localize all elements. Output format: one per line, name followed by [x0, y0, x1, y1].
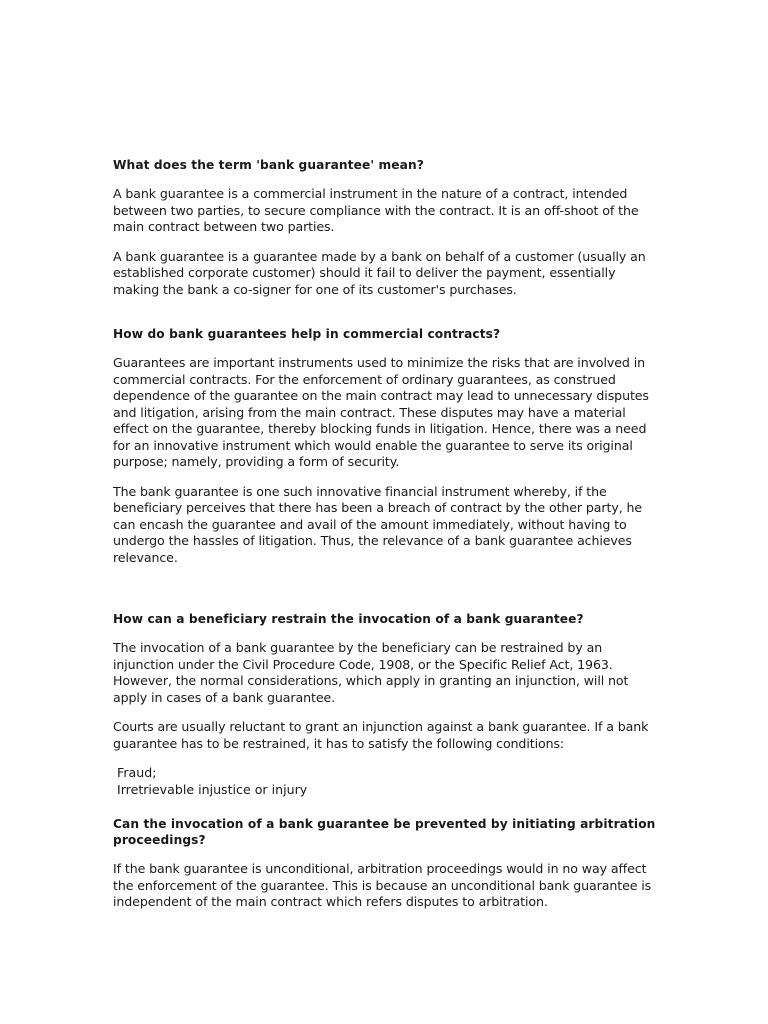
heading-restrain-invocation: How can a beneficiary restrain the invocation of a bank guarantee?	[113, 612, 584, 626]
paragraph-unconditional-guarantee: If the bank guarantee is unconditional, arbitration proceedings would in no way affect the enforcement of the guarantee. This is because an unconditional bank guarantee is independent of the main contract which refers disputes to arbitration.	[113, 861, 652, 909]
paragraph-guarantees-important: Guarantees are important instruments used to minimize the risks that are involved in commercial contracts. For the enforcement of ordinary guarantees, as construed dependence of the guarantee on the main contract may lead to unnecessary disputes and litigation, arising from the main contract. These disputes may have a material effect on the guarantee, thereby blocking funds in litigation. Hence, there was a need for an innovative instrument which would enable the guarantee to serve its original purpose; namely, providing a form of security.	[113, 355, 649, 469]
list-item: Fraud;	[117, 765, 157, 780]
paragraph-innovative-instrument: The bank guarantee is one such innovative financial instrument whereby, if the beneficiary perceives that there has been a breach of contract by the other party, he can encash the guarantee and avail of the amount immediately, without having to undergo the hassles of litigation. Thus, the relevance of a bank guarantee achieves relevance.	[113, 483, 643, 565]
conditions-list	[113, 765, 658, 798]
document-page	[113, 157, 658, 911]
paragraph-guarantee-by-bank: A bank guarantee is a guarantee made by a bank on behalf of a customer (usually an established corporate customer) should it fail to deliver the payment, essentially making the bank a co-signer for one of its customer's purchases.	[113, 248, 646, 297]
heading-commercial-contracts: How do bank guarantees help in commercial contracts?	[113, 327, 501, 341]
paragraph-definition: A bank guarantee is a commercial instrument in the nature of a contract, intended between two parties, to secure compliance with the contract. It is an off-shoot of the main contract between two parties.	[113, 186, 639, 234]
paragraph-injunction: The invocation of a bank guarantee by the beneficiary can be restrained by an injunction under the Civil Procedure Code, 1908, or the Specific Relief Act, 1963. However, the normal considerations, which apply in granting an injunction, will not apply in cases of a bank guarantee.	[113, 640, 629, 705]
paragraph-courts-reluctant: Courts are usually reluctant to grant an injunction against a bank guarantee. If a bank guarantee has to be restrained, it has to satisfy the following conditions:	[113, 719, 649, 751]
heading-arbitration: Can the invocation of a bank guarantee be prevented by initiating arbitration proceedings?	[113, 817, 656, 847]
list-item: Irretrievable injustice or injury	[117, 781, 308, 797]
heading-bank-guarantee-meaning: What does the term 'bank guarantee' mean?	[113, 158, 424, 172]
